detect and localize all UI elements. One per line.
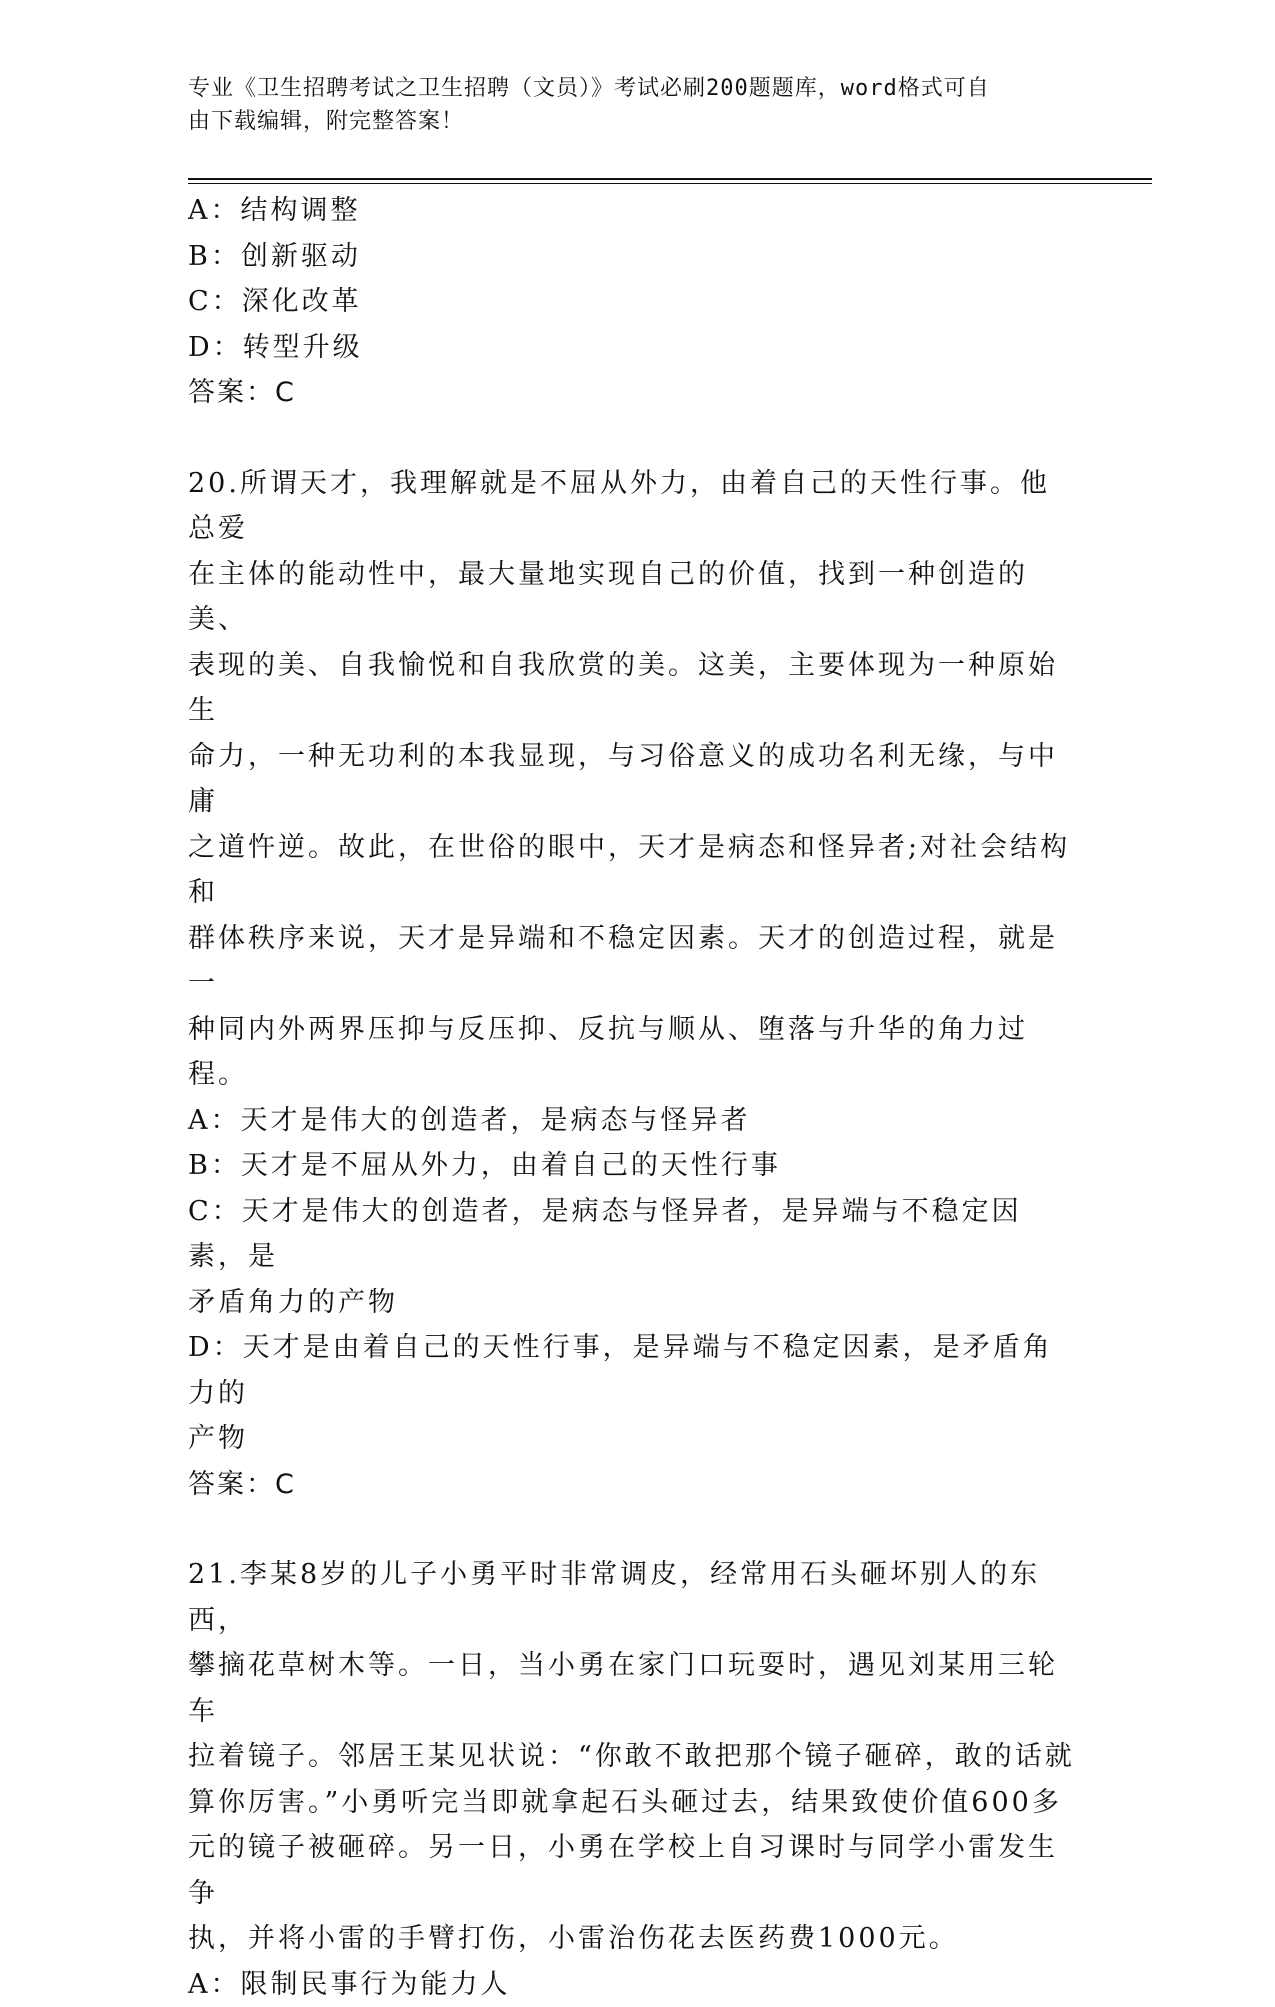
spacer bbox=[188, 1507, 1078, 1552]
q20-option-c-line-2: 矛盾角力的产物 bbox=[188, 1280, 1078, 1326]
q20-stem-line: 20.所谓天才，我理解就是不屈从外力，由着自己的天性行事。他总爱 bbox=[188, 461, 1078, 552]
q19-answer: 答案：C bbox=[188, 370, 1078, 416]
q21-stem-line: 元的镜子被砸碎。另一日，小勇在学校上自习课时与同学小雷发生争 bbox=[188, 1825, 1078, 1916]
header-divider-thin bbox=[188, 183, 1152, 184]
q20-answer: 答案：C bbox=[188, 1462, 1078, 1508]
q20-stem-line: 表现的美、自我愉悦和自我欣赏的美。这美，主要体现为一种原始生 bbox=[188, 643, 1078, 734]
q21-stem-line: 拉着镜子。邻居王某见状说：“你敢不敢把那个镜子砸碎，敢的话就 bbox=[188, 1734, 1078, 1780]
q21-stem-line: 算你厉害。”小勇听完当即就拿起石头砸过去，结果致使价值600多 bbox=[188, 1780, 1078, 1826]
q20-stem-line: 种同内外两界压抑与反压抑、反抗与顺从、堕落与升华的角力过程。 bbox=[188, 1007, 1078, 1098]
q19-option-d: D：转型升级 bbox=[188, 325, 1078, 371]
q20-stem-line: 在主体的能动性中，最大量地实现自己的价值，找到一种创造的美、 bbox=[188, 552, 1078, 643]
header-divider-thick bbox=[188, 178, 1152, 180]
q20-option-a: A：天才是伟大的创造者，是病态与怪异者 bbox=[188, 1098, 1078, 1144]
q19-option-b: B：创新驱动 bbox=[188, 234, 1078, 280]
q21-stem-line: 21.李某8岁的儿子小勇平时非常调皮，经常用石头砸坏别人的东西， bbox=[188, 1552, 1078, 1643]
q20-option-c-line-1: C：天才是伟大的创造者，是病态与怪异者，是异端与不稳定因素，是 bbox=[188, 1189, 1078, 1280]
q21-stem-line: 攀摘花草树木等。一日，当小勇在家门口玩耍时，遇见刘某用三轮车 bbox=[188, 1643, 1078, 1734]
document-header bbox=[188, 72, 1068, 138]
q19-option-c: C：深化改革 bbox=[188, 279, 1078, 325]
header-line-1: 专业《卫生招聘考试之卫生招聘（文员）》考试必刷200题题库，word格式可自 bbox=[188, 72, 1068, 105]
q21-option-a: A：限制民事行为能力人 bbox=[188, 1962, 1078, 2007]
q20-stem-line: 群体秩序来说，天才是异端和不稳定因素。天才的创造过程，就是一 bbox=[188, 916, 1078, 1007]
q20-stem-line: 命力，一种无功利的本我显现，与习俗意义的成功名利无缘，与中庸 bbox=[188, 734, 1078, 825]
document-body bbox=[188, 188, 1078, 2007]
q20-stem-line: 之道忤逆。故此，在世俗的眼中，天才是病态和怪异者;对社会结构和 bbox=[188, 825, 1078, 916]
q20-option-d-line-2: 产物 bbox=[188, 1416, 1078, 1462]
header-line-2: 由下载编辑，附完整答案！ bbox=[188, 105, 1068, 138]
question-20 bbox=[188, 461, 1078, 1508]
q20-option-b: B：天才是不屈从外力，由着自己的天性行事 bbox=[188, 1143, 1078, 1189]
spacer bbox=[188, 416, 1078, 461]
q21-stem-line: 执，并将小雷的手臂打伤，小雷治伤花去医药费1000元。 bbox=[188, 1916, 1078, 1962]
q19-option-a: A：结构调整 bbox=[188, 188, 1078, 234]
question-19-options bbox=[188, 188, 1078, 416]
question-21 bbox=[188, 1552, 1078, 2007]
q20-option-d-line-1: D：天才是由着自己的天性行事，是异端与不稳定因素，是矛盾角力的 bbox=[188, 1325, 1078, 1416]
